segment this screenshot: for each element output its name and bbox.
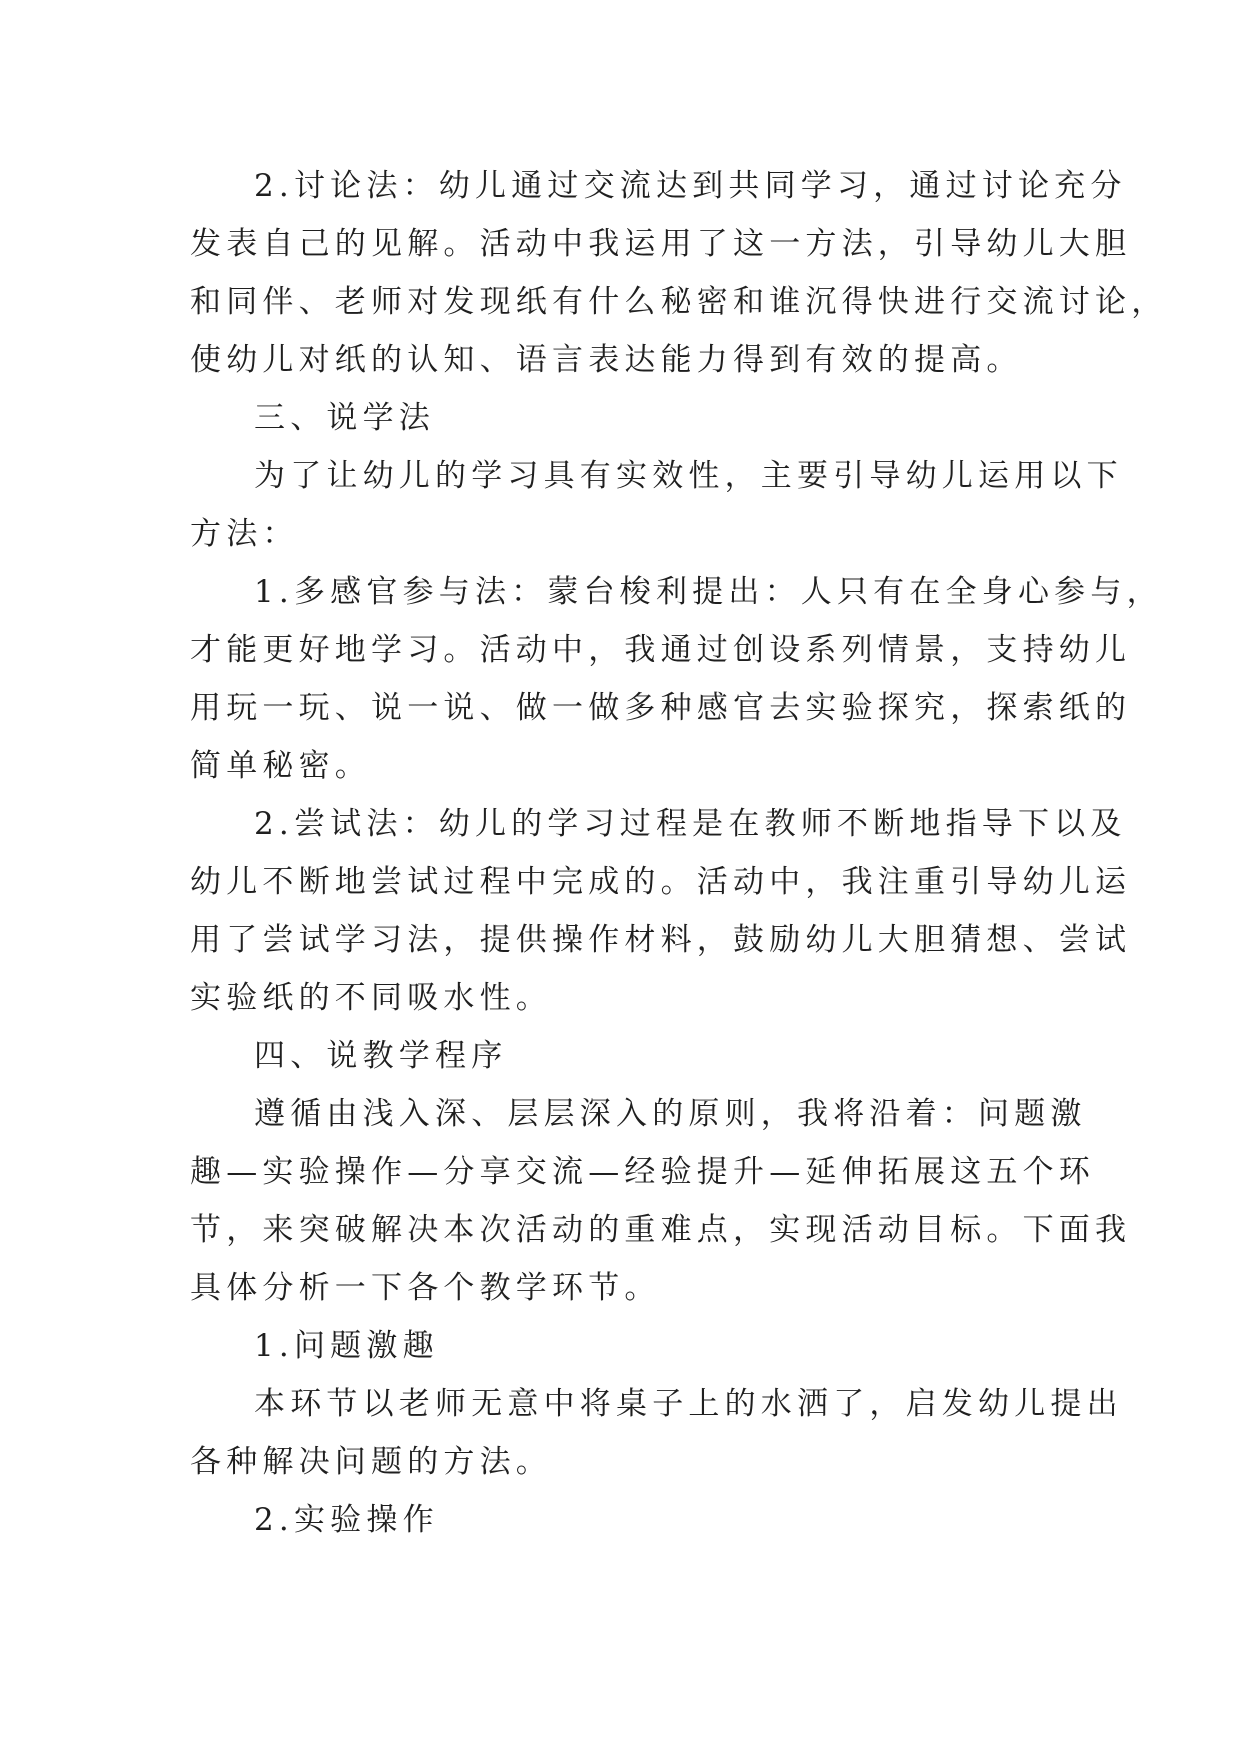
text-line: 用玩一玩、说一说、做一做多种感官去实验探究，探索纸的 xyxy=(190,690,1132,726)
text-line: 才能更好地学习。活动中，我通过创设系列情景，支持幼儿 xyxy=(190,632,1132,668)
text-line: 幼儿不断地尝试过程中完成的。活动中，我注重引导幼儿运 xyxy=(190,864,1132,900)
text-line: 2.讨论法：幼儿通过交流达到共同学习，通过讨论充分 xyxy=(254,168,1127,204)
text-line: 各种解决问题的方法。 xyxy=(190,1444,552,1480)
text-line: 2.尝试法：幼儿的学习过程是在教师不断地指导下以及 xyxy=(254,806,1127,842)
text-line: 方法： xyxy=(190,516,299,552)
text-line: 1.多感官参与法：蒙台梭利提出：人只有在全身心参与， xyxy=(254,574,1163,610)
text-line: 趣—实验操作—分享交流—经验提升—延伸拓展这五个环 xyxy=(190,1154,1095,1190)
text-line: 具体分析一下各个教学环节。 xyxy=(190,1270,661,1306)
text-line: 节，来突破解决本次活动的重难点，实现活动目标。下面我 xyxy=(190,1212,1132,1248)
text-line: 实验纸的不同吸水性。 xyxy=(190,980,552,1016)
section-heading: 三、说学法 xyxy=(254,400,435,436)
text-line: 本环节以老师无意中将桌子上的水洒了，启发幼儿提出 xyxy=(254,1386,1123,1422)
text-line: 为了让幼儿的学习具有实效性，主要引导幼儿运用以下 xyxy=(254,458,1123,494)
text-line: 遵循由浅入深、层层深入的原则，我将沿着：问题激 xyxy=(254,1096,1087,1132)
subheading: 2.实验操作 xyxy=(254,1502,439,1538)
text-line: 使幼儿对纸的认知、语言表达能力得到有效的提高。 xyxy=(190,342,1023,378)
section-heading: 四、说教学程序 xyxy=(254,1038,508,1074)
subheading: 1.问题激趣 xyxy=(254,1328,439,1364)
text-line: 和同伴、老师对发现纸有什么秘密和谁沉得快进行交流讨论， xyxy=(190,284,1168,320)
text-line: 发表自己的见解。活动中我运用了这一方法，引导幼儿大胆 xyxy=(190,226,1132,262)
text-line: 简单秘密。 xyxy=(190,748,371,784)
text-line: 用了尝试学习法，提供操作材料，鼓励幼儿大胆猜想、尝试 xyxy=(190,922,1132,958)
